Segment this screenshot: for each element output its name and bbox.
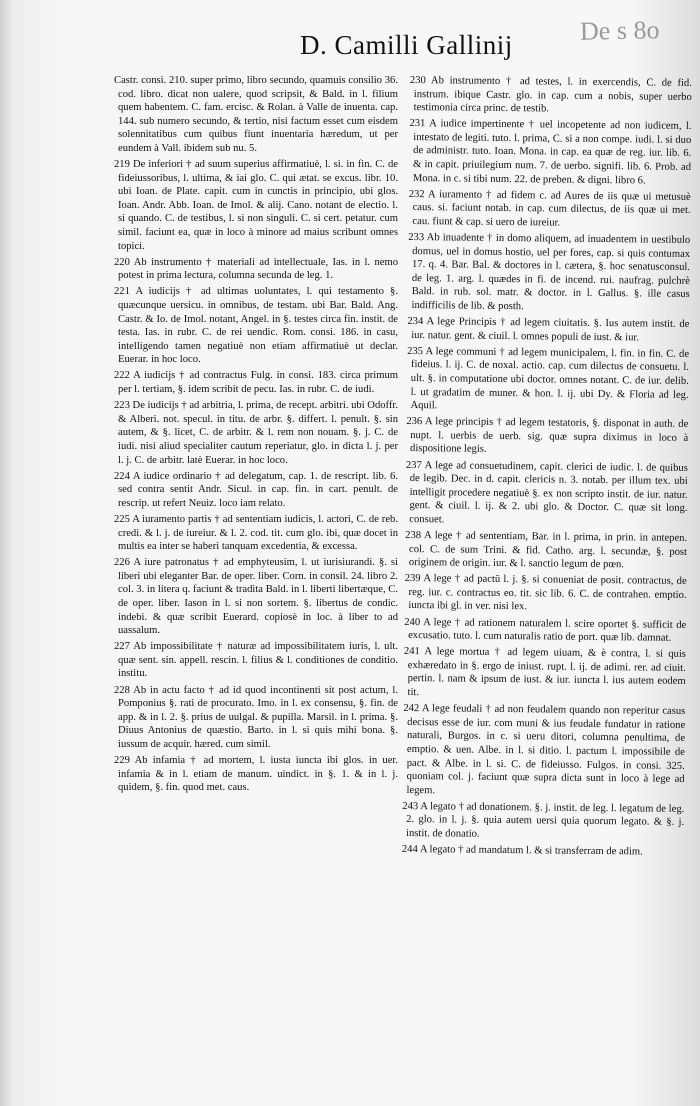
entry-number: 240 [404,616,421,628]
entry-number: 221 [114,286,130,298]
right-column [402,74,692,862]
entry-text: A iure patronatus † ad emphyteusim, l. ut iurisiurandi. §. si liberi ubi eleganter Bar. de oper. liber. Corn. in consil. 24. libro 2. col. 3. in litera q. faciunt & tradita Bald. in l. liberti libertæque, C. de oper. liber. Iason in l. si non sortem. §. libertus de condic. indebi. & quæ scribit Euerard. copiosè in loc. à liber to ad uassalum. [118,557,398,637]
entry-text: Ab instrumento † materiali ad intellectuale, Ias. in l. nemo potest in prima lectura, columna secunda de leg. 1. [118,256,398,282]
entry-text: Ab infamia † ad mortem, l. iusta iuncta ibi glos. in uer. infamia & in l. etiam de manum. uindict. in §. 1. & in l. j. quidem, §. fin. quod met. caus. [118,755,398,794]
index-entry [406,345,689,416]
entry-number: 227 [114,641,130,653]
entry-number: 243 [402,800,419,812]
entry-number: 241 [403,646,420,658]
entry-number: 239 [404,573,421,585]
index-entry [114,285,398,367]
entry-number: 242 [403,703,420,715]
entry-text: A iuramento partis † ad sententiam iudicis, l. actori, C. de reb. credi. & l. j. de iureiur. & l. 2. cod. tit. cum glo. ibi, quæ docet in multis ea inter se haberi tanquam excedentia, & excessa. [118,513,398,553]
index-entry [114,399,398,467]
entry-text: A iuramento † ad fidem c. ad Aures de iis quæ ui metusuè caus. si. faciunt notab. in cap. cum dilectus, de iis quæ ui met. cau. fiunt & cap. si uero de iureiur. [412,188,691,229]
index-entry [114,684,398,752]
index-entry [114,369,398,396]
entry-text: A legato † ad mandatum l. & si transferram de adim. [419,844,643,858]
entry-text: De iudicijs † ad arbitria, l. prima, de recept. arbitri. ubi Odoffr. & Alberi. not. specul. in titu. de arbr. §. differt. l. penult. §. sin autem, & §. licet, C. de arbitr. & l. rem non nouam. §. j. C. de iudi. nisi aliud specialiter cautum reperiatur, glo. in dicta l. j. per l. j. C. de arbitr. latè Euerar. in hoc loco. [118,400,398,466]
entry-number: 219 [114,159,130,171]
page-gutter [0,0,14,1106]
entry-number: 220 [114,256,130,268]
entry-number: 236 [406,416,423,428]
entry-number: 233 [408,232,425,244]
left-column [114,74,398,797]
entry-text: A lege communi † ad legem municipalem, l. fin. in fin. C. de fideius. l. ij. C. de noxal. actio. cap. cum dilectus de consuetu. l. ult. §. in computatione ubi doctor. omnes notant. C. de iur. delib. l. ut gradatim de muner. & hon. l. ij. ubi Dy. & Floria ad leg. Aquil. [410,345,690,412]
index-entry [114,74,398,156]
entry-text: Ab impossibilitate † naturæ ad impossibilitatem iuris, l. ult. quæ sent. sin. appell. rescin. l. filius & l. conditiones de conditio. institu. [118,641,398,680]
entry-number: 235 [407,345,424,357]
index-entry [114,513,398,554]
index-entry [114,754,398,795]
entry-number: 231 [409,118,426,130]
entry-number: 229 [114,755,130,766]
entry-text: Ab inuadente † in domo aliquem, ad inuadentem in uestibulo domus, uel in domus hostio, uel per fores, cap. si quis contumax 17. q. 4. Bar. Bal. & doctores in l. cætera, §. hoc senatusconsul. de leg. 1. arg. l. quædes in fi. de incend. rui. naufrag. pulchrè Bald. in rub. sol. matr. & doctor. in l. Gallus. §. ille casus indifficilis de lib. & posth. [411,232,691,313]
entry-number: 224 [114,470,130,482]
entry-text: Ab instrumento † ad testes, l. in exercendis, C. de fid. instrum. ibique Castr. glo. in cap. cum a nobis, super uerbo testimonia circa princ. de testib. [413,75,692,115]
entry-text: A iudicijs † ad contractus Fulg. in consi. 183. circa primum per l. tertiam, §. idem scribit de pecu. Ias. in rubr. C. de iudi. [118,370,398,396]
entry-text: A lege † ad rationem naturalem l. scire oportet §. sufficit de excusatio. tuto. l. cum naturalis ratio de port. quæ lib. damnat. [408,616,687,644]
entry-text: A lege Principis † ad legem ciuitatis. §. Ius autem instit. de iur. natur. gent. & ciuil. l. omnes populi de iust. & iur. [411,316,690,344]
index-entry [404,616,686,646]
entry-text: A legato † ad donationem. §. j. instit. de leg. l. legatum de leg. 2. glo. in l. j. §. quia autem uersi quia quorum legato. & §. j. instit. de donatio. [405,800,685,840]
entry-number: 225 [114,513,130,525]
index-entry [410,74,692,118]
index-entry [406,415,688,459]
index-entry [403,645,686,702]
entry-number: 238 [405,529,422,542]
entry-text: Ab in actu facto † ad id quod incontinenti sit post actum, l. Pomponius §. rati de procurato. Imo. in l. ex consensu, §. fin. de app. & in l. 2. §. prius de uulgal. & pupilla. Marsil. in l. prima. §. Diuus Antonius de quæstio. Barto. in l. si quis mihi bona. §. iussum de acquir. hæred. cum simil. [118,684,398,750]
entry-number: 244 [401,844,418,856]
index-entry [409,117,692,188]
entry-number: 237 [405,459,422,471]
entry-text: A lege mortua † ad legem uiuam, & è contra, l. si quis exhæredato in §. ergo de iniust. rupt. l. ij. de adimi. rer. ad ciuit. pertin. l. nam & ipsum de iust. & iur. iuncta l. ius autem eodem tit. [407,646,686,699]
entry-text: A lege † ad sententiam, Bar. in l. prima, in prin. in antepen. col. C. de sum Trini. & fid. Catho. arg. l. secundæ, §. post originem de origin. iur. & l. sanctio legum de pœn. [408,530,688,571]
running-head-title: D. Camilli Gallinij [300,30,513,60]
entry-text: Castr. consi. 210. super primo, libro secundo, quamuis consilio 36. cod. libro. dicat non ualere, quod scripsit, & Bald. in l. filium quem habentem. C. fam. ercisc. & Rolan. à Valle de inuenta. cap. 144. sub numero secundo, & tertio, nisi factum esset cum eisdem solennitatibus cum quibus fiunt inuentaria hæredum, ut per eundem à Vall. ibidem sub nu. 5. [114,75,398,154]
index-entry [408,188,690,232]
entry-number: 230 [409,74,426,87]
entry-text: A iudicijs † ad ultimas uoluntates, l. qui testamento §. quæcunque uersicu. in omnibus, de testam. ubi Bar. Bald. Ang. Castr. & Io. de Imol. notant, Angel. in §. testes circa fin. instit. de testa. Ias. in rubr. C. de rei uendic. Rom. consi. 186. in casu, intelligendo tamen negatiuè non etiam affirmatiuè ut declar. Euerar. in hoc loco. [118,286,398,366]
entry-text: A lege principis † ad legem testatoris, §. disponat in auth. de nupt. l. uerbis de uerb. sig. quæ supra diximus in loco à dispositione legis. [410,416,689,456]
index-entry [407,315,689,345]
index-entry [402,843,684,860]
entry-text: A lege ad consuetudinem, capit. clerici de iudic. l. de quibus de legib. Dec. in d. capit. clericis n. 3. notab. per illum tex. ubi intelligit procedere negatiuè §. ex non scripto instit. de iur. natur. gent. & ciuil. l. ij. & 2. ubi glo. & Doctor. C. quæ sit long. consuet. [409,459,688,526]
index-entry [404,572,686,616]
entry-text: De inferiori † ad suum superius affirmatiuè, l. si. in fin. C. de fideiussoribus, l. ultima, & iai glo. C. qui ætat. se excus. libr. 10. ubi Ioan. de Plate. capit. cum in cunctis in principio, ubi glos. Ioan. Andr. Abb. Ioan. de Imol. & alij. Cano. notant de electio. l. si quando. C. de testibus, l. si non singuli. C. si cert. petatur. cum simil. faciunt ea, quæ in loco à minore ad maius scribunt omnes topici. [118,159,399,252]
entry-number: 234 [407,316,424,328]
entry-number: 222 [114,370,130,382]
index-entry [402,702,685,800]
entry-number: 226 [114,557,130,569]
entry-text: A lege feudali † ad non feudalem quando non reperitur casus decisus esse de iur. com muni & ius feudale fundatur in ratione naturali, Burgos. in c. si ueru ditori, columna penultima, de emptio. & uen. Albe. in l. si ditio. l. pactum l. impossibile de pact. & Albe. in l. si. C. de fideiusso. Fulgos. in consi. 325. quoniam col. j. faciunt quæ supra dicta sunt in loco à lege ad legem. [406,703,686,796]
entry-number: 228 [114,684,130,696]
index-entry [114,556,398,638]
entry-number: 232 [408,188,425,200]
entry-text: A iudice ordinario † ad delegatum, cap. 1. de rescript. lib. 6. sed contra sentit Andr. Sicul. in cap. fin. in cart. penult. de rescrip. ut refert Neuiz. loco iam relato. [118,470,398,509]
index-entry [114,470,398,511]
index-entry [114,158,398,253]
index-entry [114,640,398,681]
index-entry [114,256,398,283]
entry-text: A iudice impertinente † uel incopetente ad non iudicem, l. intestato de legiti. tuto. l. prima, C. si a non compe. iudi. l. si duo de administr. tuto. Ioan. Mona. in cap. ea quæ de reg. iur. lib. 6. & in capit. priuilegium num. 7. de uerbo. signifi. lib. 6. Prob. ad Mona. in c. si tibi num. 22. de preben. & digni. libro 6. [412,118,692,187]
index-entry [405,459,688,530]
running-head-bleed: De s 8o [579,15,660,46]
index-entry [408,231,691,316]
index-entry [405,529,687,573]
entry-number: 223 [114,400,130,412]
index-entry [402,800,684,844]
entry-text: A lege † ad pactū l. j. §. si conueniat de posit. contractus, de reg. iur. c. contractus eo. tit. sic lib. 6. C. de contrahen. emptio. iuncta ibi gl. in ver. nisi lex. [408,573,687,613]
